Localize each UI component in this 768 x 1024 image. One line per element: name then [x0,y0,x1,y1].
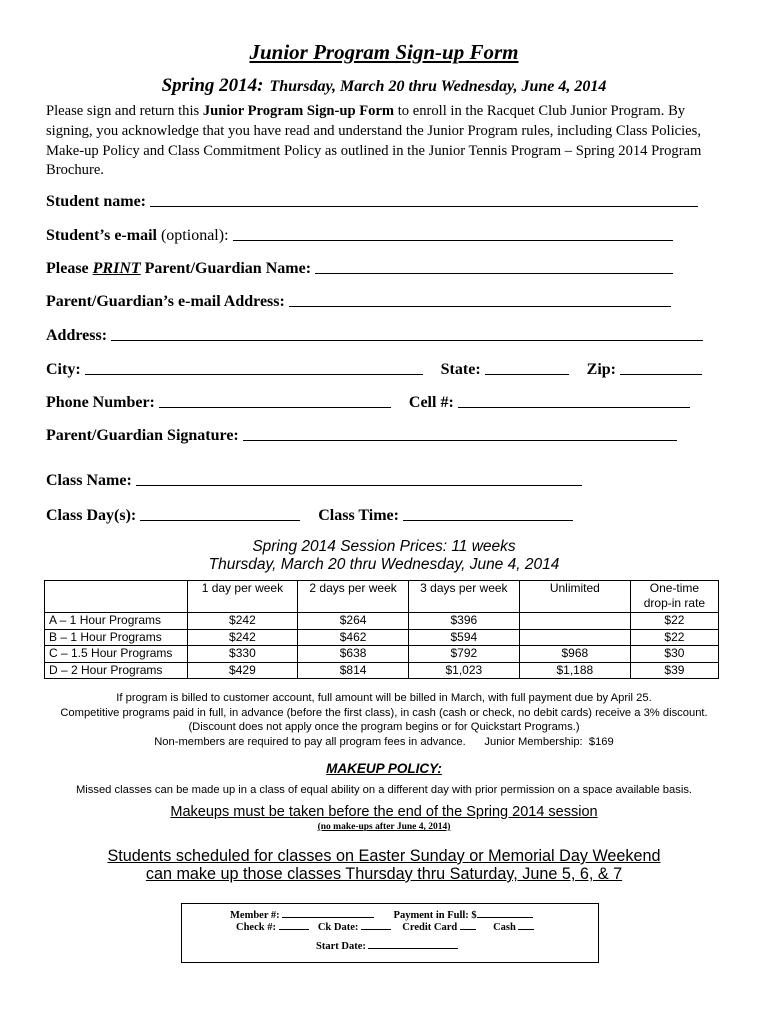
guardian-name-text: Parent/Guardian Name: [144,260,312,277]
student-email-text: Student’s e-mail [46,227,157,244]
header-cell: 1 day per week [187,581,298,613]
member-number-label: Member #: [230,910,280,921]
billing-note: If program is billed to customer account, full amount will be billed in March, with full payment due by April 25. [116,692,652,704]
zip-line[interactable] [620,373,702,375]
student-email-label [46,227,229,245]
table-row [45,629,719,646]
table-cell: $242 [187,629,298,646]
intro-paragraph [46,102,726,181]
credit-card-line[interactable] [460,928,476,930]
student-email-field[interactable] [46,227,673,245]
discount-exception-note: (Discount does not apply once the program begins or for Quickstart Programs.) [188,721,580,733]
header-cell: Unlimited [519,581,630,613]
table-cell: A – 1 Hour Programs [45,613,188,630]
state-label: State: [440,361,481,378]
header-cell [45,581,188,613]
class-days-label: Class Day(s): [46,507,137,524]
student-name-label: Student name: [46,193,147,210]
address-line[interactable] [111,339,703,341]
table-cell: $242 [187,613,298,630]
table-cell: B – 1 Hour Programs [45,629,188,646]
guardian-email-field[interactable] [46,293,671,311]
holiday-makeup-line-2: can make up those classes Thursday thru Saturday, June 5, 6, & 7 [145,865,623,883]
form-title: Junior Program Sign-up Form [249,40,519,64]
table-cell: $814 [298,662,409,679]
student-email-line[interactable] [233,239,673,241]
credit-card-label: Credit Card [402,922,458,933]
class-name-label: Class Name: [46,472,132,489]
office-row-1 [230,910,533,921]
payment-line[interactable] [477,916,533,918]
session-dates: Thursday, March 20 thru Wednesday, June 4, 2014 [269,78,607,95]
table-cell: $39 [630,662,718,679]
table-cell [519,629,630,646]
header-cell: One-time drop-in rate [630,581,718,613]
class-day-time-row [46,507,573,525]
office-row-2 [236,922,534,933]
makeup-deadline-note: (no make-ups after June 4, 2014) [317,822,451,832]
table-cell: $22 [630,613,718,630]
start-date-line[interactable] [368,947,458,949]
membership-note: Non-members are required to pay all program fees in advance. Junior Membership: $169 [154,736,614,748]
check-number-line[interactable] [279,928,309,930]
table-cell: $1,188 [519,662,630,679]
table-cell: $638 [298,646,409,663]
city-state-zip-row [46,361,702,379]
check-date-line[interactable] [361,928,391,930]
start-date-label: Start Date: [316,941,366,952]
table-cell: $968 [519,646,630,663]
phone-label: Phone Number: [46,394,155,411]
class-time-label: Class Time: [318,507,399,524]
check-number-label: Check #: [236,922,276,933]
intro-form-name: Junior Program Sign-up Form [202,103,395,119]
table-cell: $30 [630,646,718,663]
prices-title: Spring 2014 Session Prices: 11 weeks [252,538,516,555]
cell-line[interactable] [458,406,690,408]
address-label: Address: [46,327,108,344]
intro-text: Please sign and return this [46,103,203,119]
table-cell: $594 [408,629,519,646]
header-cell: 3 days per week [408,581,519,613]
cash-line[interactable] [518,928,534,930]
please-text: Please [46,260,89,277]
table-cell: $792 [408,646,519,663]
signature-label: Parent/Guardian Signature: [46,427,239,444]
table-cell [519,613,630,630]
state-line[interactable] [485,373,569,375]
class-name-line[interactable] [136,484,582,486]
table-cell: $264 [298,613,409,630]
city-line[interactable] [85,373,423,375]
optional-note: (optional): [160,227,229,244]
phone-cell-row [46,394,690,412]
student-name-field[interactable] [46,193,698,211]
table-cell: $22 [630,629,718,646]
guardian-name-field[interactable] [46,260,673,278]
price-table-header [45,581,719,613]
payment-label: Payment in Full: $ [393,910,477,921]
table-row [45,646,719,663]
class-time-line[interactable] [403,519,573,521]
price-table [44,580,719,679]
table-row [45,613,719,630]
city-label: City: [46,361,81,378]
discount-note: Competitive programs paid in full, in advance (before the first class), in cash (cash or check, no debit cards) receive a 3% discount. [60,707,708,719]
header-cell: 2 days per week [298,581,409,613]
season-label: Spring 2014: [161,75,264,96]
table-cell: C – 1.5 Hour Programs [45,646,188,663]
student-name-line[interactable] [150,205,698,207]
holiday-makeup-line-1: Students scheduled for classes on Easter Sunday or Memorial Day Weekend [107,847,661,865]
form-subtitle [0,75,768,97]
guardian-name-label [46,260,311,278]
address-field[interactable] [46,327,703,345]
check-date-label: Ck Date: [317,922,359,933]
class-name-field[interactable] [46,472,582,490]
guardian-name-line[interactable] [315,272,673,274]
table-cell: $396 [408,613,519,630]
signature-field[interactable] [46,427,677,445]
table-cell: $330 [187,646,298,663]
class-days-line[interactable] [140,519,300,521]
makeup-policy-text: Missed classes can be made up in a class of equal ability on a different day with prior permission on a space available basis. [75,784,693,796]
table-row [45,662,719,679]
makeup-policy-title: MAKEUP POLICY: [326,761,442,776]
table-cell: $462 [298,629,409,646]
member-number-line[interactable] [282,916,374,918]
cell-label: Cell #: [408,394,454,411]
phone-line[interactable] [159,406,391,408]
signature-line[interactable] [243,439,677,441]
guardian-email-line[interactable] [289,305,671,307]
cash-label: Cash [493,922,516,933]
table-cell: D – 2 Hour Programs [45,662,188,679]
prices-dates: Thursday, March 20 thru Wednesday, June 4, 2014 [208,556,560,573]
table-cell: $1,023 [408,662,519,679]
print-emphasis: PRINT [92,260,141,277]
table-cell: $429 [187,662,298,679]
office-use-box [181,903,599,963]
guardian-email-label: Parent/Guardian’s e-mail Address: [46,293,285,310]
intro-text: to enroll in the Racquet Club Junior Program. By signing, you acknowledge that you have read and understand the Junior Program rules, including Class Policies, Make-up Policy and Class Commitment Policy as outlined in the Junior Tennis Program – Spring 2014 Program Brochure. [46,103,702,179]
makeup-deadline: Makeups must be taken before the end of the Spring 2014 session [170,804,598,820]
office-row-3 [316,941,458,952]
zip-label: Zip: [586,361,616,378]
